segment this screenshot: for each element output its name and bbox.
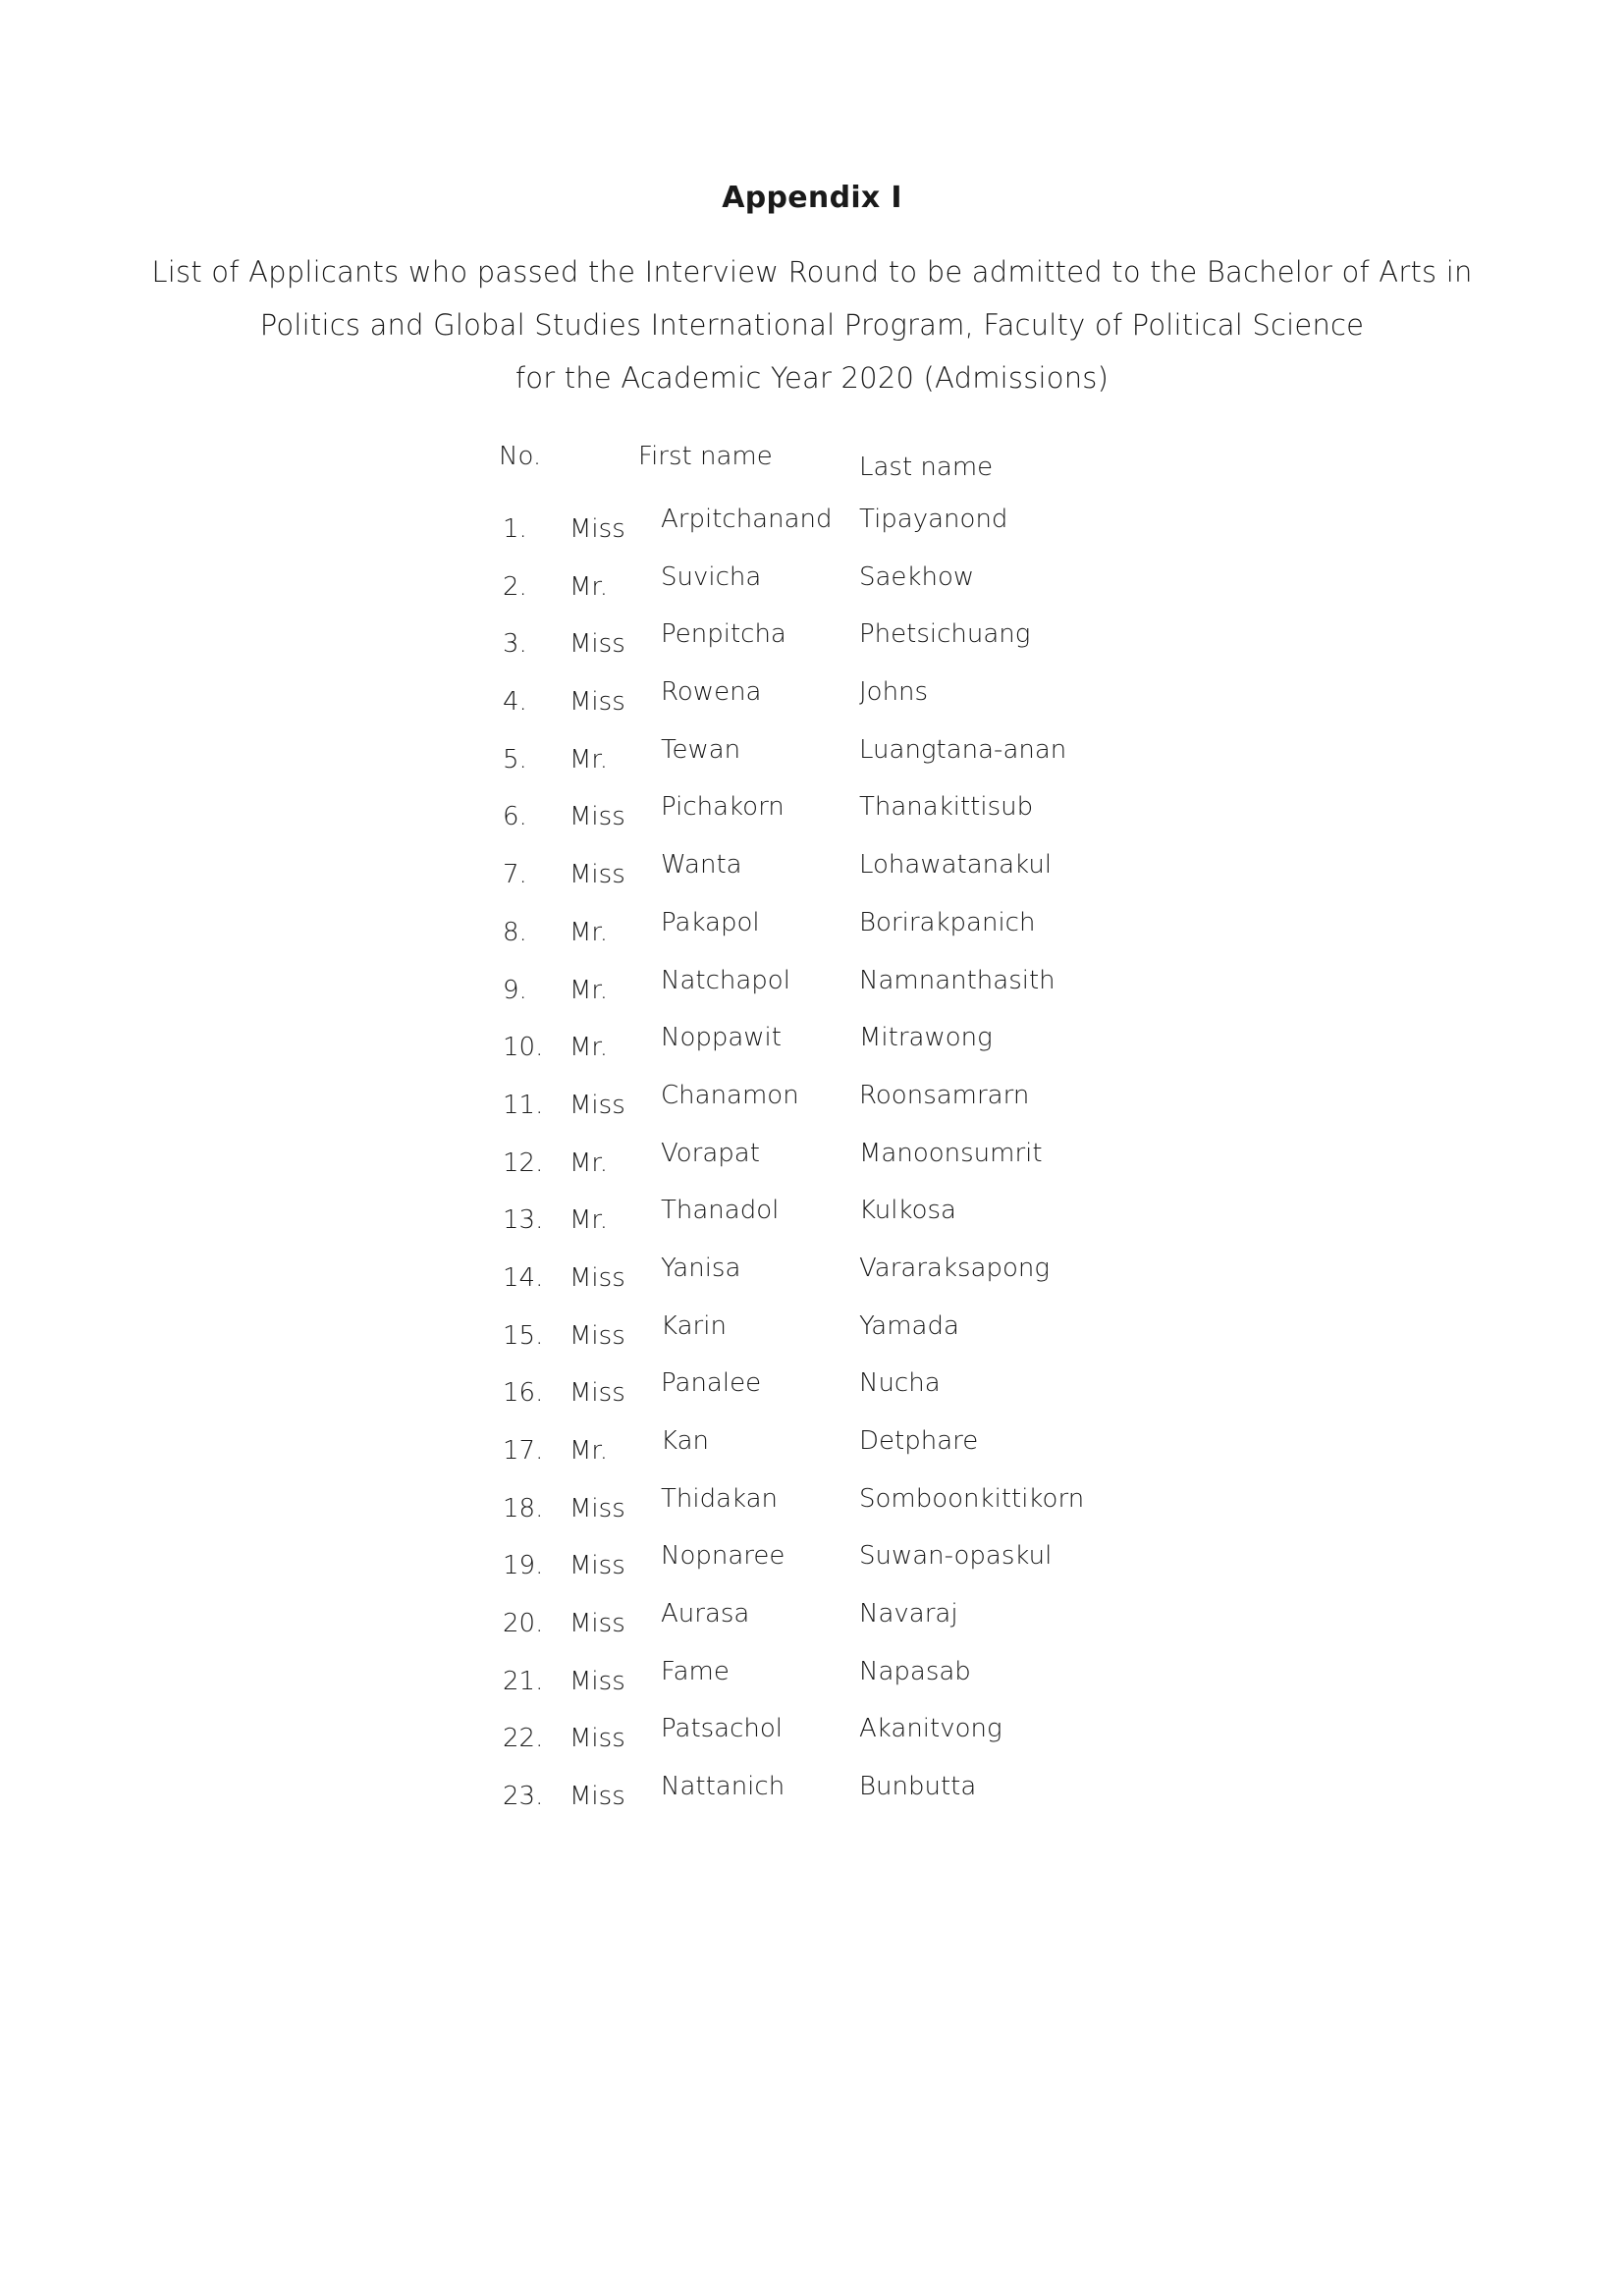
table-row — [0, 792, 1624, 850]
row-last-name: Tipayanond — [859, 505, 1008, 534]
row-last-name: Akanitvong — [859, 1714, 1002, 1744]
table-row — [0, 1772, 1624, 1830]
row-title: Mr. — [569, 1033, 608, 1063]
column-header-last-name: Last name — [859, 453, 994, 482]
row-number: 16. — [503, 1378, 544, 1409]
row-last-name: Nucha — [859, 1368, 941, 1399]
row-last-name: Navaraj — [859, 1599, 958, 1629]
subtitle-line-3: for the Academic Year 2020 (Admissions) — [514, 361, 1110, 395]
row-last-name: Johns — [859, 677, 929, 708]
row-title: Mr. — [569, 571, 608, 602]
row-title: Miss — [569, 1666, 625, 1696]
row-title: Mr. — [569, 744, 608, 774]
table-row — [0, 966, 1624, 1024]
table-row — [0, 1139, 1624, 1197]
table-row — [0, 908, 1624, 966]
row-first-name: Thanadol — [661, 1196, 780, 1226]
table-row — [0, 1254, 1624, 1311]
column-header-first-name: First name — [638, 442, 773, 471]
row-first-name: Vorapat — [661, 1138, 760, 1168]
row-last-name: Napasab — [859, 1656, 971, 1686]
subtitle-line-1: List of Applicants who passed the Interview Round to be admitted to the Bachelor of Arts in — [151, 255, 1473, 289]
row-title: Miss — [569, 1090, 625, 1120]
row-first-name: Natchapol — [661, 965, 790, 995]
row-number: 10. — [503, 1033, 544, 1063]
row-last-name: Saekhow — [859, 561, 975, 592]
row-first-name: Nattanich — [661, 1772, 785, 1802]
table-row — [0, 619, 1624, 677]
row-number: 6. — [503, 802, 527, 832]
row-title: Miss — [569, 1609, 625, 1639]
row-title: Mr. — [569, 917, 608, 947]
row-number: 3. — [503, 629, 527, 660]
row-title: Mr. — [569, 975, 608, 1005]
row-number: 20. — [503, 1609, 544, 1639]
row-number: 15. — [503, 1320, 544, 1351]
row-title: Mr. — [569, 1205, 608, 1236]
row-number: 4. — [503, 687, 527, 718]
row-last-name: Lohawatanakul — [859, 850, 1053, 881]
row-first-name: Yanisa — [661, 1253, 741, 1283]
row-title: Miss — [569, 1551, 625, 1581]
applicant-list — [0, 505, 1624, 1830]
row-number: 23. — [503, 1782, 544, 1812]
table-row — [0, 1081, 1624, 1139]
row-first-name: Thidakan — [661, 1483, 779, 1514]
row-number: 17. — [503, 1436, 544, 1466]
row-title: Miss — [569, 1782, 625, 1812]
row-last-name: Suwan-opaskul — [859, 1541, 1053, 1572]
table-row — [0, 1599, 1624, 1657]
row-last-name: Vararaksapong — [859, 1253, 1050, 1283]
row-first-name: Karin — [661, 1310, 727, 1341]
row-title: Miss — [569, 1262, 625, 1293]
row-last-name: Luangtana-anan — [859, 734, 1067, 765]
table-row — [0, 1484, 1624, 1542]
row-first-name: Nopnaree — [661, 1541, 785, 1572]
column-header-no: No. — [499, 442, 542, 471]
row-title: Miss — [569, 1493, 625, 1523]
row-number: 8. — [503, 917, 527, 947]
row-last-name: Yamada — [859, 1310, 959, 1341]
row-title: Miss — [569, 687, 625, 718]
row-title: Miss — [569, 860, 625, 890]
table-row — [0, 1368, 1624, 1426]
row-last-name: Kulkosa — [859, 1196, 956, 1226]
table-row — [0, 1714, 1624, 1772]
row-last-name: Bunbutta — [859, 1772, 977, 1802]
table-row — [0, 1196, 1624, 1254]
row-first-name: Pichakorn — [661, 792, 785, 823]
row-title: Miss — [569, 802, 625, 832]
row-first-name: Tewan — [661, 734, 741, 765]
row-first-name: Panalee — [661, 1368, 762, 1399]
row-first-name: Kan — [661, 1426, 710, 1456]
row-first-name: Noppawit — [661, 1023, 782, 1053]
row-number: 5. — [503, 744, 527, 774]
row-last-name: Mitrawong — [859, 1023, 993, 1053]
row-first-name: Aurasa — [661, 1599, 750, 1629]
subtitle-line-2: Politics and Global Studies International Program, Faculty of Political Science — [259, 308, 1365, 342]
row-number: 18. — [503, 1493, 544, 1523]
row-number: 12. — [503, 1148, 544, 1178]
row-last-name: Manoonsumrit — [859, 1138, 1043, 1168]
row-number: 11. — [503, 1090, 544, 1120]
row-number: 9. — [503, 975, 527, 1005]
row-first-name: Arpitchanand — [661, 505, 833, 534]
row-title: Miss — [569, 1320, 625, 1351]
row-first-name: Rowena — [661, 677, 762, 708]
row-number: 22. — [503, 1724, 544, 1754]
table-row — [0, 735, 1624, 793]
row-number: 7. — [503, 860, 527, 890]
row-first-name: Patsachol — [661, 1714, 784, 1744]
row-last-name: Thanakittisub — [859, 792, 1034, 823]
row-title: Mr. — [569, 1148, 608, 1178]
row-first-name: Fame — [661, 1656, 730, 1686]
document-title: Appendix I — [722, 181, 902, 215]
row-number: 14. — [503, 1262, 544, 1293]
row-first-name: Penpitcha — [661, 619, 786, 650]
table-row — [0, 1657, 1624, 1715]
row-number: 13. — [503, 1205, 544, 1236]
table-row — [0, 1023, 1624, 1081]
row-last-name: Somboonkittikorn — [859, 1483, 1085, 1514]
row-first-name: Chanamon — [661, 1080, 799, 1110]
row-title: Miss — [569, 1724, 625, 1754]
table-row — [0, 562, 1624, 620]
table-row — [0, 1541, 1624, 1599]
row-last-name: Roonsamrarn — [859, 1080, 1030, 1110]
row-number: 1. — [503, 514, 527, 544]
row-number: 2. — [503, 571, 527, 602]
row-title: Miss — [569, 629, 625, 660]
row-first-name: Pakapol — [661, 907, 760, 937]
table-row — [0, 1426, 1624, 1484]
row-title: Miss — [569, 514, 625, 544]
row-number: 21. — [503, 1666, 544, 1696]
row-title: Mr. — [569, 1436, 608, 1466]
row-first-name: Suvicha — [661, 561, 762, 592]
row-number: 19. — [503, 1551, 544, 1581]
table-row — [0, 850, 1624, 908]
row-last-name: Borirakpanich — [859, 907, 1036, 937]
row-last-name: Namnanthasith — [859, 965, 1056, 995]
row-first-name: Wanta — [661, 850, 742, 881]
table-row — [0, 1311, 1624, 1369]
row-last-name: Detphare — [859, 1426, 979, 1456]
row-last-name: Phetsichuang — [859, 619, 1031, 650]
table-row — [0, 505, 1624, 562]
row-title: Miss — [569, 1378, 625, 1409]
table-row — [0, 677, 1624, 735]
